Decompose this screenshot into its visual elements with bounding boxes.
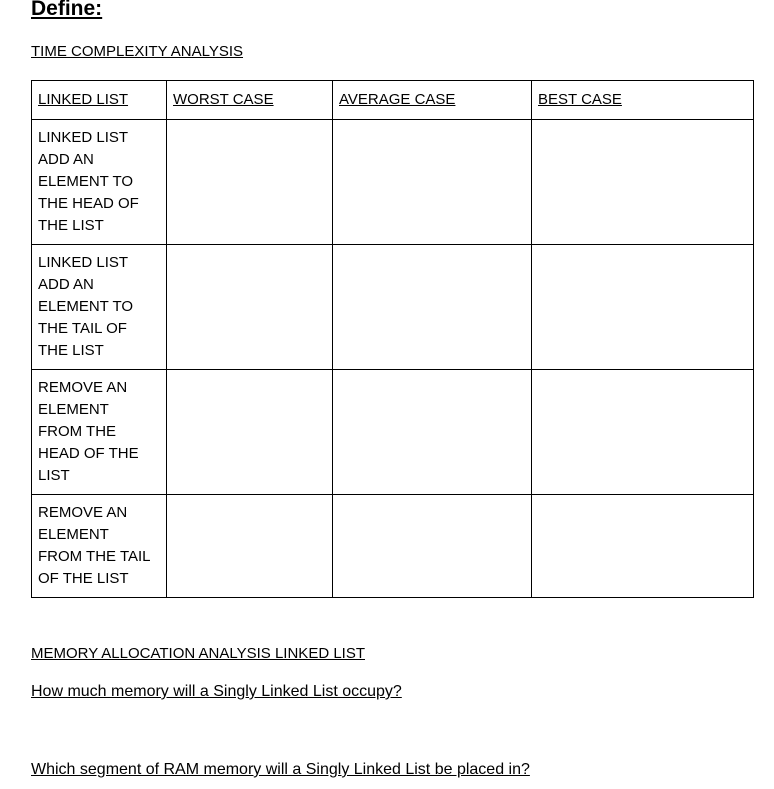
average-case-cell[interactable] <box>333 370 532 495</box>
operation-cell: LINKED LIST ADD AN ELEMENT TO THE HEAD OF THE LIST <box>32 120 167 245</box>
average-case-cell[interactable] <box>333 245 532 370</box>
worst-case-cell[interactable] <box>167 495 333 598</box>
operation-cell: LINKED LIST ADD AN ELEMENT TO THE TAIL OF THE LIST <box>32 245 167 370</box>
table-row <box>32 370 754 495</box>
table-row <box>32 495 754 598</box>
time-complexity-title: TIME COMPLEXITY ANALYSIS <box>31 43 244 60</box>
operation-cell: REMOVE AN ELEMENT FROM THE TAIL OF THE LIST <box>32 495 167 598</box>
best-case-cell[interactable] <box>532 495 754 598</box>
table-row <box>32 245 754 370</box>
table-header-row <box>32 81 754 120</box>
operation-cell: REMOVE AN ELEMENT FROM THE HEAD OF THE LIST <box>32 370 167 495</box>
page-heading: Define: <box>31 0 103 20</box>
memory-allocation-title: MEMORY ALLOCATION ANALYSIS LINKED LIST <box>31 645 365 662</box>
worst-case-cell[interactable] <box>167 370 333 495</box>
memory-question-1: How much memory will a Singly Linked List occupy? <box>31 683 402 700</box>
header-average-case: AVERAGE CASE <box>333 81 532 120</box>
average-case-cell[interactable] <box>333 120 532 245</box>
table-row <box>32 120 754 245</box>
header-worst-case: WORST CASE <box>167 81 333 120</box>
average-case-cell[interactable] <box>333 495 532 598</box>
time-complexity-table <box>31 80 754 598</box>
worst-case-cell[interactable] <box>167 245 333 370</box>
best-case-cell[interactable] <box>532 245 754 370</box>
header-best-case: BEST CASE <box>532 81 754 120</box>
best-case-cell[interactable] <box>532 120 754 245</box>
best-case-cell[interactable] <box>532 370 754 495</box>
memory-question-2: Which segment of RAM memory will a Singly Linked List be placed in? <box>31 761 530 778</box>
header-linked-list: LINKED LIST <box>32 81 167 120</box>
worst-case-cell[interactable] <box>167 120 333 245</box>
